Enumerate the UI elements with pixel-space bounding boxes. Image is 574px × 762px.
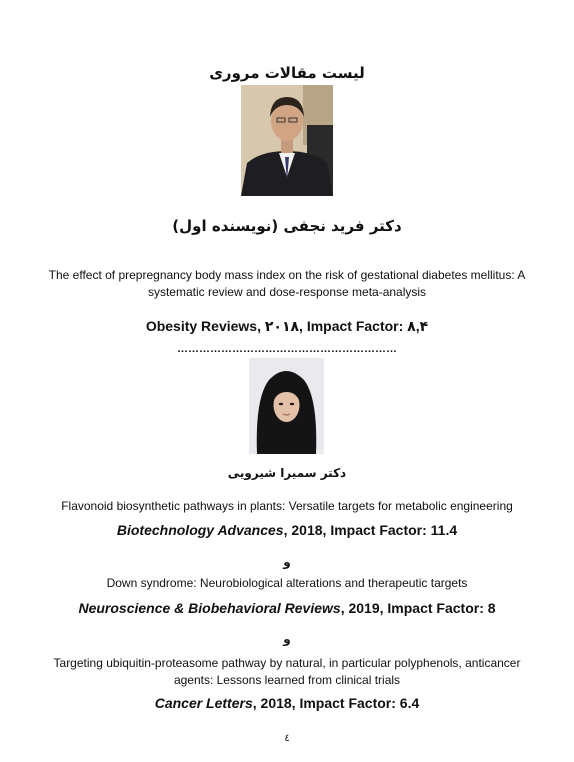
author-1-photo [241,85,333,196]
paper-3-journal [0,600,574,616]
paper-1-title: The effect of prepregnancy body mass index on the risk of gestational diabetes mellitus: A systematic review and dose-response meta-analysis [48,268,526,299]
paper-2-journal-details: , 2018, Impact Factor: 11.4 [283,522,458,538]
paper-4-title: Targeting ubiquitin-proteasome pathway by natural, in particular polyphenols, anticancer agents: Lessons learned from clinical trials [53,656,521,687]
paper-1-journal: Obesity Reviews, ۲۰۱۸, Impact Factor: ۸,۴ [145,318,429,334]
page-title: لیست مقالات مروری [209,64,365,82]
paper-3-journal-name: Neuroscience & Biobehavioral Reviews [78,600,341,616]
page-number: ٤ [284,733,290,744]
paper-2-title: Flavonoid biosynthetic pathways in plants: Versatile targets for metabolic engineering [61,499,513,513]
paper-2-journal [0,522,574,538]
paper-3-journal-details: , 2019, Impact Factor: 8 [340,600,496,616]
author-2-photo [249,358,324,454]
paper-4-journal-name: Cancer Letters [154,695,253,711]
conjunction-and: و [283,632,291,646]
paper-2-journal-name: Biotechnology Advances [116,522,284,538]
author-2-name: دکتر سمیرا شیرویی [227,466,347,480]
conjunction-and: و [283,555,291,569]
paper-4-journal-details: , 2018, Impact Factor: 6.4 [252,695,420,711]
author-1-name: دکتر فرید نجفی (نویسنده اول) [172,217,402,235]
section-separator: …………………………………………………… [177,343,397,355]
paper-3-title: Down syndrome: Neurobiological alterations and therapeutic targets [106,576,468,590]
paper-4-journal [0,695,574,711]
